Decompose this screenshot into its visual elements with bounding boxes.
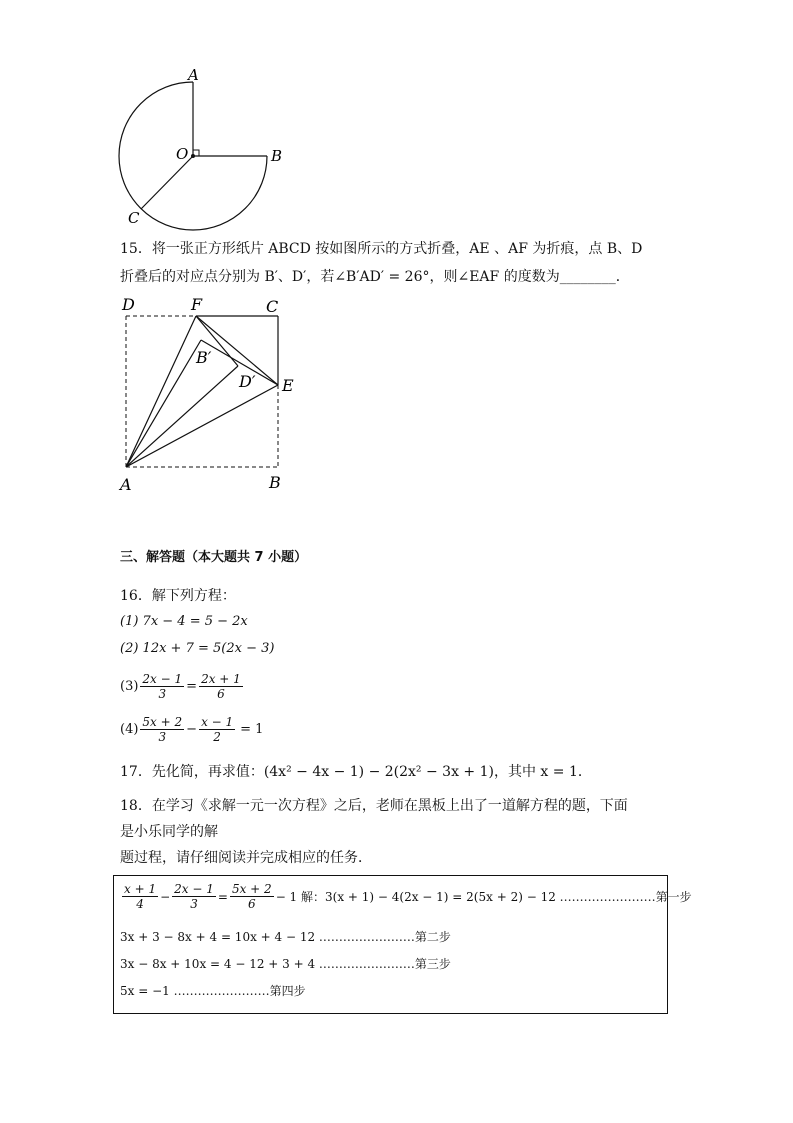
label-d-prime: D′ [239,372,256,391]
q16-part2: (2) 12x + 7 = 5(2x − 3) [120,641,275,656]
q17-text: 17．先化简，再求值：(4x² − 4x − 1) − 2(2x² − 3x + 1)，其中 x = 1． [120,764,592,780]
fraction-numerator: 2x − 1 [174,882,214,896]
label-f: F [191,295,203,314]
q16-title: 16．解下列方程： [120,588,236,604]
fraction [122,882,158,911]
fraction-numerator: 5x + 2 [231,882,272,896]
q18-line3: 题过程，请仔细阅读并完成相应的任务． [120,850,372,866]
label-b-prime: B′ [196,348,212,367]
q18-line2: 是小乐同学的解 [120,824,218,840]
segment-ad-prime [126,366,238,467]
solution-step-2: 3x + 3 − 8x + 4 = 10x + 4 − 12 ……………………第二步 [120,930,451,944]
label-a: A [188,66,199,84]
label-c2: C [266,297,279,316]
fraction-numerator: 5x + 2 [142,715,183,729]
segment-ae [126,385,278,467]
equals-sign: = [186,678,198,694]
fraction-denominator: 3 [158,730,167,744]
label-a2: A [120,475,132,494]
solution-step-4: 5x = −1 ……………………第四步 [120,984,306,998]
solution-step-3: 3x − 8x + 10x = 4 − 12 + 3 + 4 ……………………第三步 [120,957,451,971]
q15-line2: 折叠后的对应点分别为 B′、D′，若∠B′AD′ = 26°，则∠EAF 的度数为________． [120,269,630,285]
fraction-numerator: 2x + 1 [201,672,241,686]
solution-box [113,875,692,1014]
fraction-denominator: 4 [136,897,144,911]
fraction [199,672,243,701]
q16-part3-prefix: (3) [120,678,139,694]
fraction [199,715,235,744]
label-b: B [271,147,283,165]
q16-part4-prefix: (4) [120,721,139,737]
solution-step-1 [120,882,692,911]
label-e: E [282,376,294,395]
q15-line1: 15．将一张正方形纸片 ABCD 按如图所示的方式折叠，AE 、AF 为折痕，点 B、D [120,241,643,257]
equals-sign: = [217,889,228,904]
fraction [230,882,274,911]
equation-rhs: = 1 [240,721,264,737]
q18-line1: 18．在学习《求解一元一次方程》之后，老师在黑板上出了一道解方程的题，下面 [120,798,628,814]
q16-part3 [120,672,245,701]
minus-sign: − [186,721,198,737]
segment-af [126,316,196,467]
fraction-denominator: 3 [158,687,167,701]
center-point [191,154,195,158]
fraction [140,672,184,701]
minus-sign: − [160,889,171,904]
label-o: O [176,145,189,163]
fraction-numerator: 2x − 1 [142,672,183,686]
q16-part4 [120,715,263,744]
fraction-numerator: x + 1 [124,882,157,896]
fraction [140,715,184,744]
section-3-title: 三、解答题（本大题共 7 小题） [120,550,308,565]
step-1-tail: − 1 解：3(x + 1) − 4(2x − 1) = 2(5x + 2) − 12 ……………………第一步 [275,889,692,904]
fraction-denominator: 2 [213,730,221,744]
q16-part1: (1) 7x − 4 = 5 − 2x [120,614,248,629]
fraction [172,882,216,911]
label-d: D [122,295,135,314]
circle-figure [110,62,310,232]
fraction-numerator: x − 1 [201,715,234,729]
label-b2: B [269,473,281,492]
label-c: C [128,209,140,227]
fraction-denominator: 6 [217,687,225,701]
fraction-denominator: 6 [248,897,256,911]
square-fold-figure [110,292,310,502]
segment-oc [141,156,193,209]
segment-ab-prime [126,340,201,467]
fraction-denominator: 3 [190,897,198,911]
